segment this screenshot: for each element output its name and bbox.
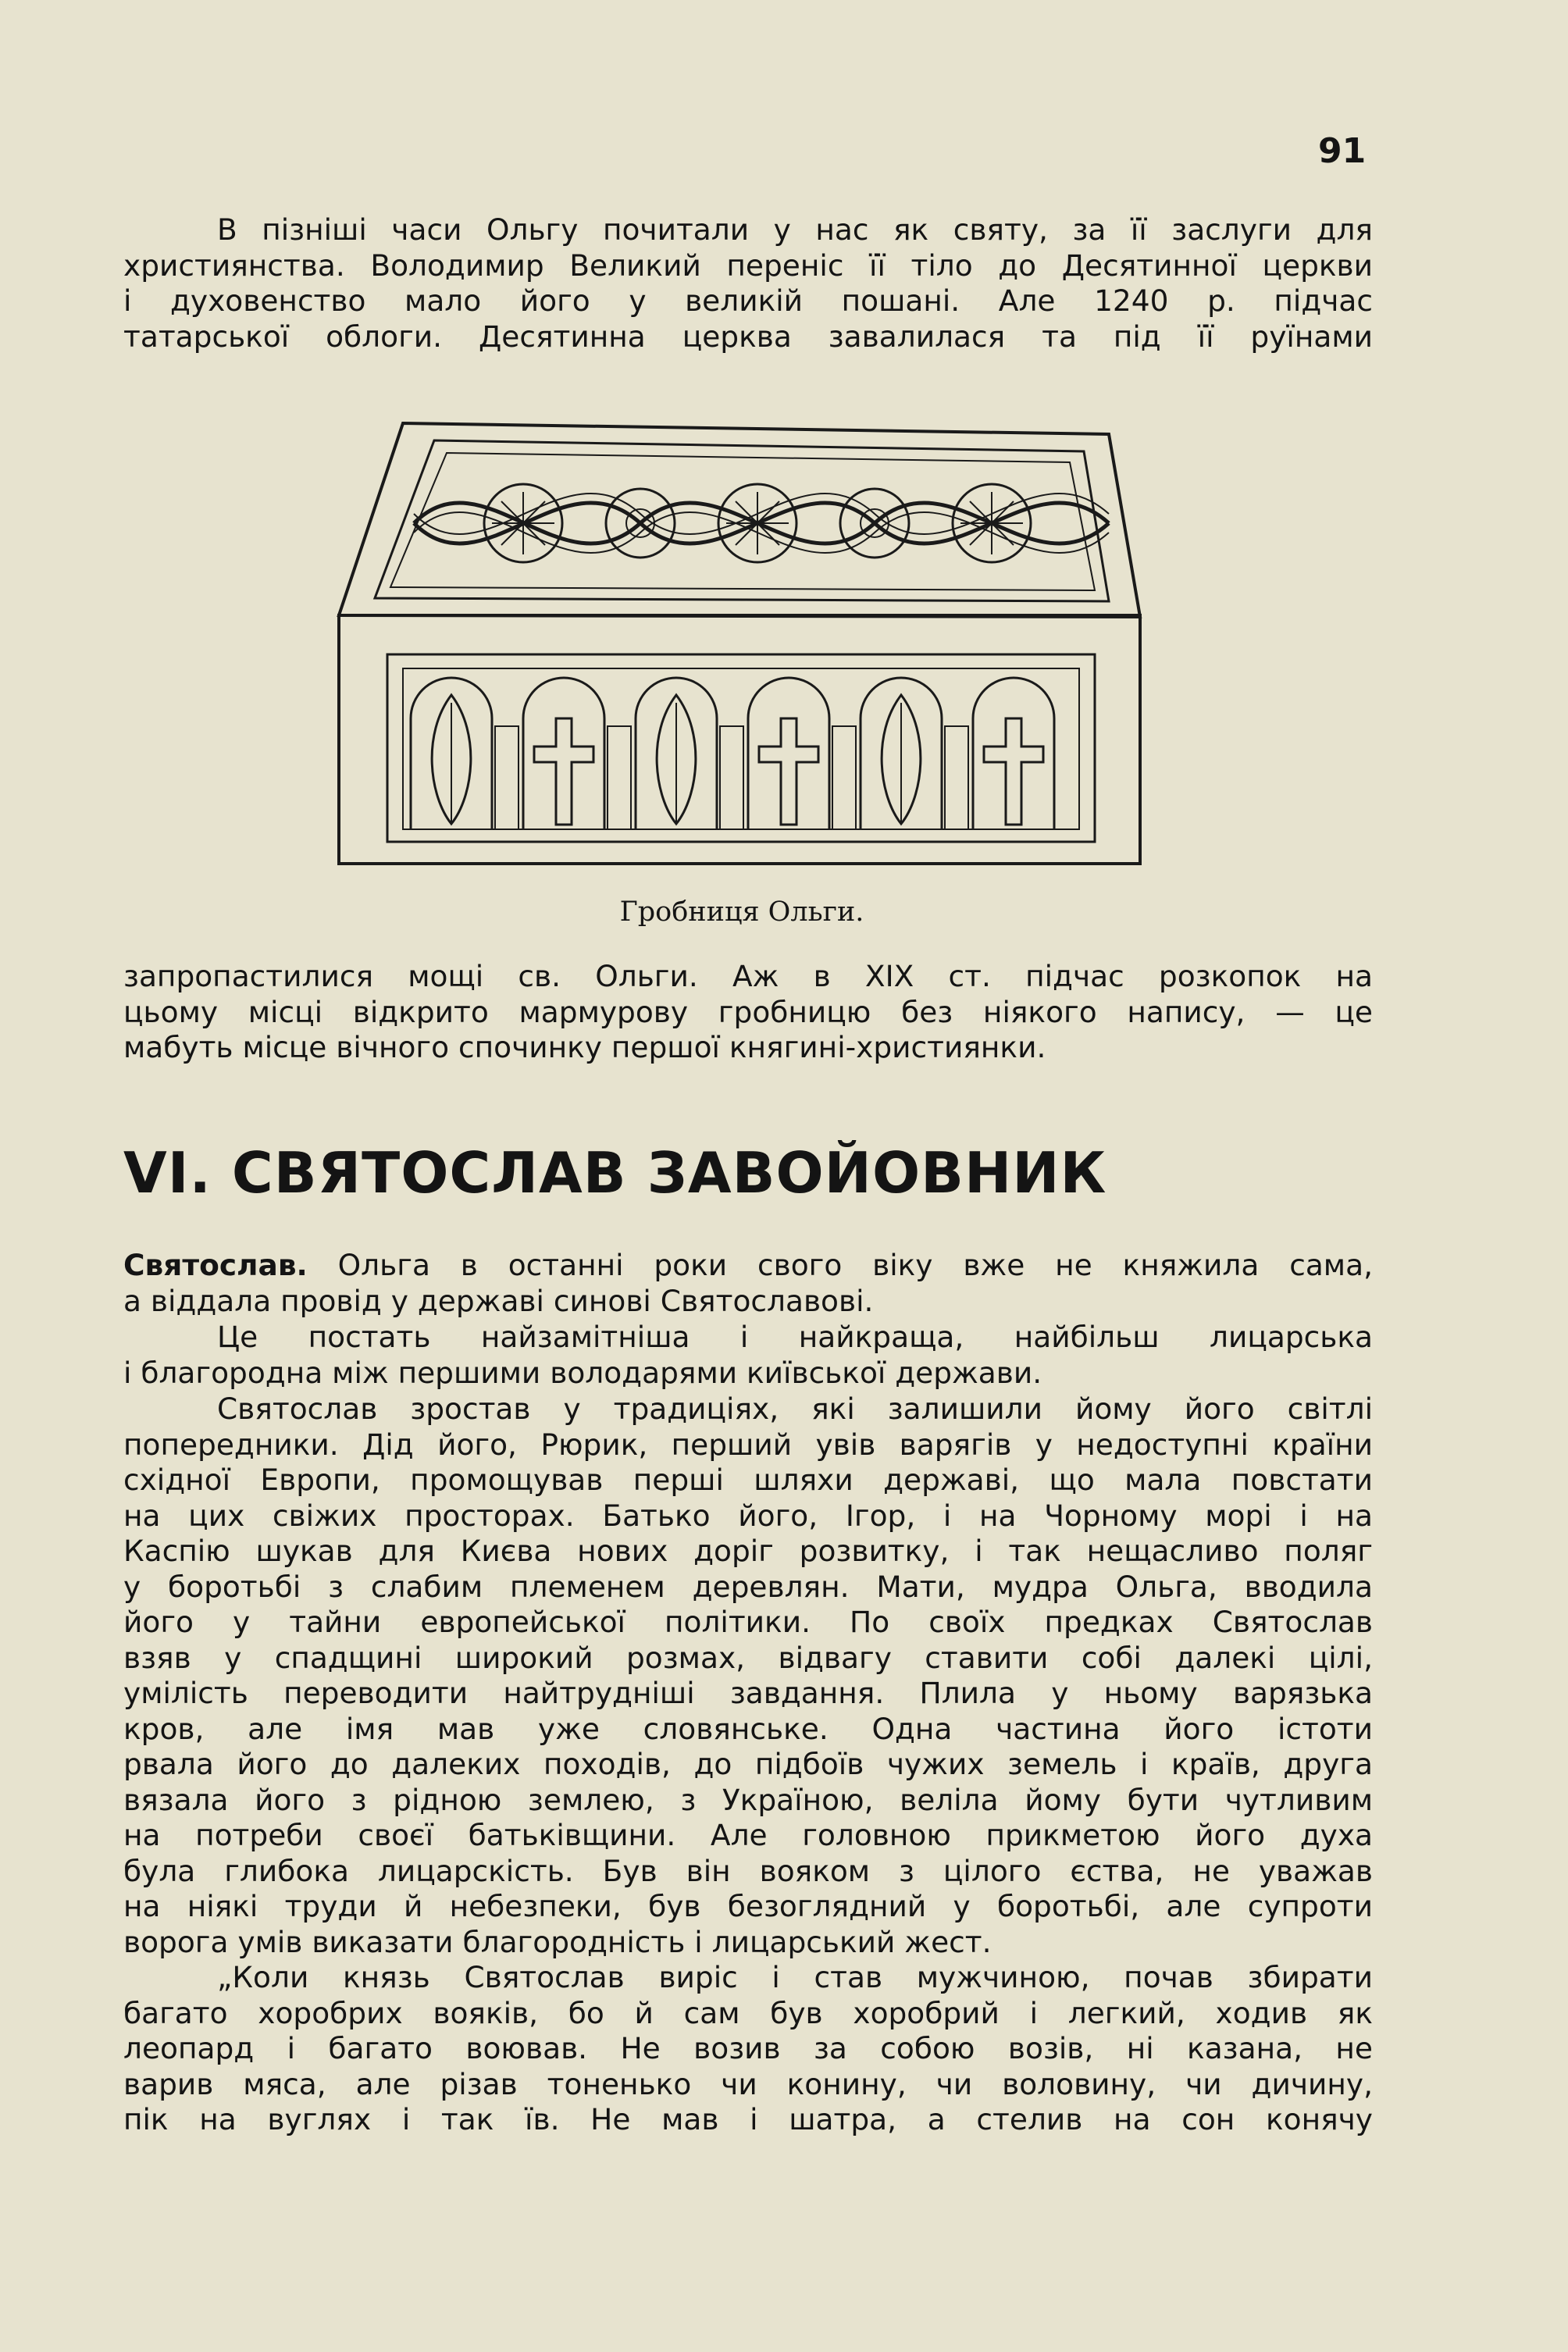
text-line: його у тайни европейської політики. По своїх предках Святослав [123, 1605, 1373, 1639]
section-lead: Святослав. [123, 1248, 308, 1282]
text-line: у боротьбі з слабим племенем деревлян. Мати, мудра Ольга, вводила [123, 1569, 1373, 1604]
text-line: християнства. Володимир Великий переніс її тіло до Десятинної церкви [123, 248, 1373, 283]
text-line: Це постать найзамітніша і найкраща, найбільш лицарська [217, 1320, 1373, 1354]
text-line: „Коли князь Святослав виріс і став мужчиною, почав збирати [217, 1960, 1373, 1994]
chapter-heading: VI. СВЯТОСЛАВ ЗАВОЙОВНИК [123, 1140, 1107, 1206]
text-line: кров, але імя мав уже словянське. Одна частина його істоти [123, 1711, 1373, 1746]
continuation-paragraph [123, 959, 1373, 1066]
text-line: взяв у спадщині широкий розмах, відвагу ставити собі далекі цілі, [123, 1640, 1373, 1675]
page-number: 91 [1318, 131, 1367, 171]
sarcophagus-illustration [328, 406, 1164, 875]
text-line: а віддала провід у державі синові Святославові. [123, 1283, 874, 1318]
text-line: вязала його з рідною землею, з Україною, веліла йому бути чутливим [123, 1782, 1373, 1817]
figure-caption: Гробниця Ольги. [619, 896, 864, 928]
text-line: і духовенство мало його у великій пошані. Але 1240 р. підчас [123, 283, 1373, 318]
first-line-rest: Ольга в останні роки свого віку вже не княжила сама, [337, 1248, 1373, 1282]
text-line: леопард і багато воював. Не возив за собою возів, ні казана, не [123, 2031, 1373, 2065]
text-line: ворога умів виказати благородність і лицарський жест. [123, 1924, 992, 1959]
text-line: Святослав зростав у традиціях, які залишили йому його світлі [217, 1392, 1373, 1426]
text-line: мабуть місце вічного спочинку першої княгині-християнки. [123, 1030, 1046, 1064]
section-paragraph-1 [123, 1248, 1373, 1319]
text-line: Каспію шукав для Києва нових доріг розвитку, і так нещасливо поляг [123, 1534, 1373, 1568]
intro-paragraph [123, 212, 1373, 355]
text-line: і благородна між першими володарями київської держави. [123, 1355, 1042, 1390]
text-line: багато хоробрих вояків, бо й сам був хоробрий і легкий, ходив як [123, 1995, 1373, 2030]
text-line: була глибока лицарскість. Був він вояком з цілого єства, не уважав [123, 1853, 1373, 1888]
text-line: на цих свіжих просторах. Батько його, Ігор, і на Чорному морі і на [123, 1498, 1373, 1533]
text-line: цьому місці відкрито мармурову гробницю без ніякого напису, — це [123, 994, 1373, 1029]
text-line: східної Европи, промощував перші шляхи державі, що мала повстати [123, 1463, 1373, 1497]
text-line: пік на вуглях і так їв. Не мав і шатра, а стелив на сон конячу [123, 2102, 1373, 2136]
text-line: уміліcть переводити найтрудніші завдання. Плила у ньому варязька [123, 1676, 1373, 1710]
section-paragraph-2 [123, 1320, 1373, 1391]
text-line: рвала його до далеких походів, до підбоїв чужих земель і країв, друга [123, 1747, 1373, 1781]
section-paragraph-4 [123, 1960, 1373, 2138]
text-line: на потреби своєї батьківщини. Але головною прикметою його духа [123, 1818, 1373, 1852]
text-line [123, 1248, 1373, 1284]
text-line: варив мяса, але різав тоненько чи конину, чи воловину, чи дичину, [123, 2066, 1373, 2101]
text-line: запропастилися мощі св. Ольги. Аж в XIX ст. підчас розкопок на [123, 959, 1373, 993]
text-line: попередники. Дід його, Рюрик, перший увів варягів у недоступні країни [123, 1427, 1373, 1462]
section-paragraph-3 [123, 1392, 1373, 1960]
text-line: на ніякі труди й небезпеки, був безоглядний у боротьбі, але супроти [123, 1889, 1373, 1923]
text-line: татарської облоги. Десятинна церква завалилася та під її руїнами [123, 319, 1373, 354]
text-line: В пізніші часи Ольгу почитали у нас як святу, за її заслуги для [217, 212, 1373, 247]
